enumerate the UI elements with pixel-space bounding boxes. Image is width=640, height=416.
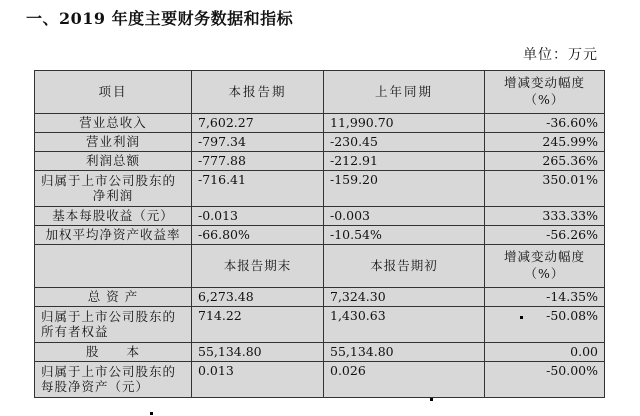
table-row: [35, 307, 605, 343]
change-value: 0.00: [485, 343, 605, 362]
unit-label: 单位：万元: [523, 47, 598, 63]
prior-value: 55,134.80: [324, 343, 485, 362]
change-value: 333.33%: [485, 207, 605, 226]
table-row: [35, 226, 605, 245]
row-label-line2: 每股净资产（元）: [41, 378, 150, 394]
change-value: 245.99%: [485, 133, 605, 152]
row-label: 营业总收入: [35, 114, 192, 133]
prior-value: 0.026: [324, 362, 485, 398]
table-row: [35, 207, 605, 226]
row-label: 利润总额: [35, 152, 192, 171]
row-label: [35, 362, 192, 398]
current-value: 714.22: [192, 307, 324, 343]
row-label: [35, 307, 192, 343]
header-period-end: 本报告期末: [192, 245, 324, 288]
change-value: -56.26%: [485, 226, 605, 245]
row-label: 加权平均净资产收益率: [35, 226, 192, 245]
row-label-line1: 归属于上市公司股东的: [41, 173, 177, 189]
table-subheader-row: [35, 245, 605, 288]
header-change: [485, 245, 605, 288]
scan-speck: [150, 412, 153, 415]
row-label-line2: 所有者权益: [41, 323, 109, 339]
table-row: [35, 362, 605, 398]
change-value: 265.36%: [485, 152, 605, 171]
change-value: -36.60%: [485, 114, 605, 133]
row-label: 股 本: [35, 343, 192, 362]
table-row: [35, 152, 605, 171]
current-value: 55,134.80: [192, 343, 324, 362]
current-value: -797.34: [192, 133, 324, 152]
table-row: [35, 343, 605, 362]
prior-value: 1,430.63: [324, 307, 485, 343]
header-change: [485, 71, 605, 114]
row-label-line2: 净利润: [92, 187, 134, 203]
current-value: -716.41: [192, 171, 324, 207]
prior-value: 11,990.70: [324, 114, 485, 133]
prior-value: -230.45: [324, 133, 485, 152]
subheader-blank: [35, 245, 192, 288]
section-heading: 一、2019 年度主要财务数据和指标: [26, 9, 294, 28]
scan-speck: [520, 316, 523, 319]
header-change-line1: 增减变动幅度: [503, 75, 585, 91]
prior-value: 7,324.30: [324, 288, 485, 307]
scan-speck: [430, 398, 433, 401]
prior-value: -159.20: [324, 171, 485, 207]
current-value: -0.013: [192, 207, 324, 226]
header-change-line2: （%）: [524, 92, 565, 107]
row-label: [35, 171, 192, 207]
change-value: -14.35%: [485, 288, 605, 307]
row-label: 基本每股收益（元）: [35, 207, 192, 226]
table-row: [35, 114, 605, 133]
current-value: 7,602.27: [192, 114, 324, 133]
header-period-start: 本报告期初: [324, 245, 485, 288]
current-value: -66.80%: [192, 226, 324, 245]
prior-value: -212.91: [324, 152, 485, 171]
row-label: 营业利润: [35, 133, 192, 152]
header-change-line1: 增减变动幅度: [503, 249, 585, 265]
table-row: [35, 171, 605, 207]
current-value: 0.013: [192, 362, 324, 398]
row-label-line1: 归属于上市公司股东的: [41, 364, 177, 380]
current-value: -777.88: [192, 152, 324, 171]
prior-value: -0.003: [324, 207, 485, 226]
table-header-row: [35, 71, 605, 114]
prior-value: -10.54%: [324, 226, 485, 245]
header-prior-period: 上年同期: [324, 71, 485, 114]
current-value: 6,273.48: [192, 288, 324, 307]
row-label: 总 资 产: [35, 288, 192, 307]
header-current-period: 本报告期: [192, 71, 324, 114]
change-value: -50.00%: [485, 362, 605, 398]
change-value: -50.08%: [485, 307, 605, 343]
header-item: 项目: [35, 71, 192, 114]
change-value: 350.01%: [485, 171, 605, 207]
header-change-line2: （%）: [524, 266, 565, 281]
table-row: [35, 133, 605, 152]
table-row: [35, 288, 605, 307]
row-label-line1: 归属于上市公司股东的: [41, 309, 177, 325]
financial-data-table: [34, 70, 605, 398]
